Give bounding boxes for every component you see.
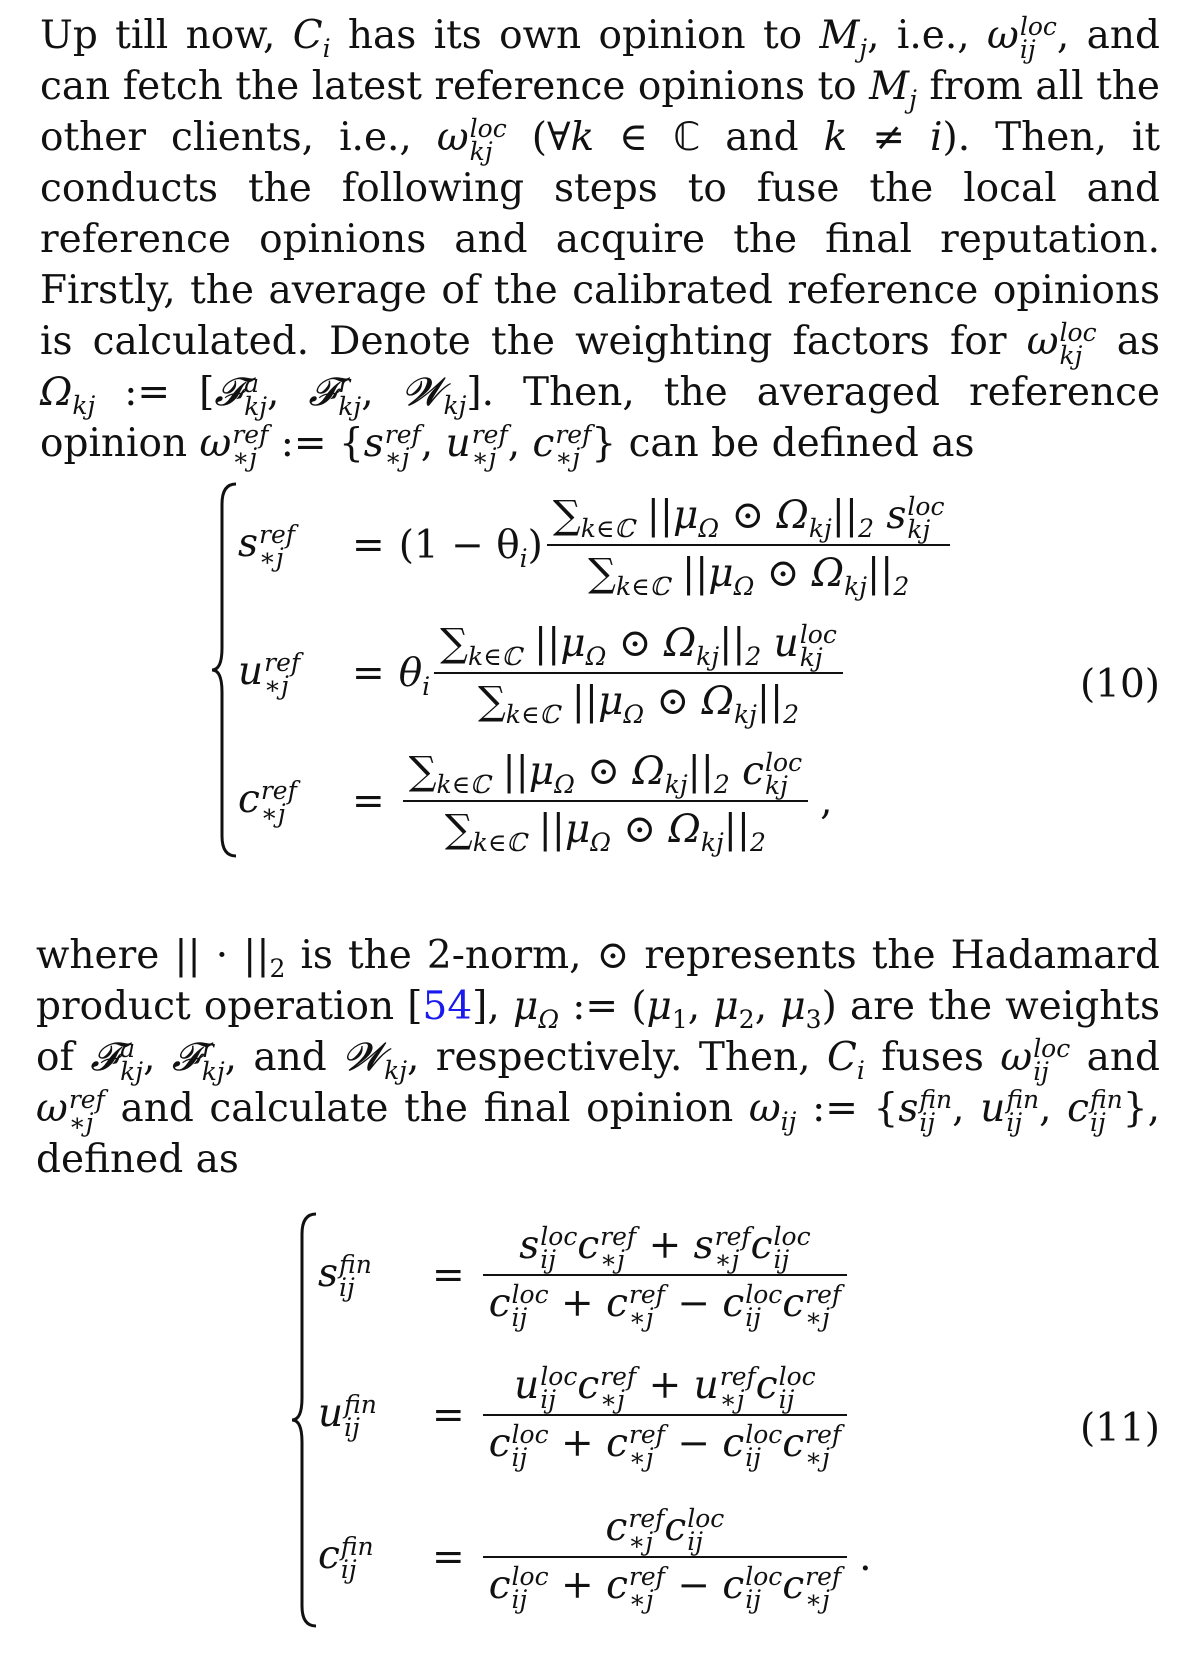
- math-F-r-kj: 𝓕 r kj: [171, 1034, 225, 1086]
- equation-10-row-s: s ref ∗j = $(1 - \theta_i)$ $\sum_{k\in ℂ}$ $||\mu_\Omega$ ⊙ $\Omega_{kj}||_2$ s loc kj $\sum_{k\in ℂ}$ $||\mu_\Omega$ ⊙ $\Omega_{kj}||_2$: [238, 480, 954, 610]
- coefficient-theta: $\theta_i$: [398, 650, 431, 701]
- denominator: c loc ij + c ref ∗j − c loc ij c ref ∗j: [488, 1562, 842, 1614]
- math-Mj: $M_j$: [819, 13, 868, 63]
- math-k-neq-i: k ≠ i: [823, 115, 943, 160]
- citation-link[interactable]: 54: [422, 984, 473, 1029]
- coefficient-one-minus-theta: $(1 - \theta_i)$: [398, 522, 543, 573]
- numerator: $\sum_{k\in ℂ}$ $||\mu_\Omega$ ⊙ $\Omega_{kj}||_2$ u loc kj: [440, 620, 837, 672]
- math-omega-kj-loc: ω loc kj: [436, 114, 507, 166]
- math-omega-ij-loc: ω loc ij: [987, 12, 1057, 64]
- math-W-kj: 𝓦$_{kj}$: [343, 1035, 407, 1085]
- math-omega-ij-loc: ω loc ij: [1000, 1034, 1071, 1086]
- lhs-u-fin: u fin ij: [318, 1390, 377, 1442]
- math-Mj: $M_j$: [869, 64, 917, 114]
- numerator: $\sum_{k\in ℂ}$ $||\mu_\Omega$ ⊙ $\Omega_{kj}||_2$ s loc kj: [552, 492, 945, 544]
- left-brace-icon: [210, 480, 240, 860]
- math-mu-omega-def: $\mu_\Omega$ := ($\mu_1$, $\mu_2$, $\mu_3$): [512, 984, 837, 1034]
- paragraph-intro: Up till now, $C_i$ has its own opinion to $M_j$, i.e., ω loc ij , and can fetch the latest reference opinions to $M_j$ from all the other clients, i.e., ω loc kj (∀k ∈ ℂ and k ≠ i). Then, it conducts the following steps to fuse the local and reference opinions and acquire the final reputation. Firstly, the average of the calibrated reference opinions is calculated. Denote the weighting factors for ω loc kj as $\Omega_{kj}$ := [𝓕 a kj , 𝓕 r kj , 𝓦$_{kj}$]. Then, the averaged reference opinion ω ref ∗j := {s ref ∗j , u ref ∗j , c ref ∗j } can be defined as: [40, 12, 1161, 472]
- numerator: c ref ∗j c loc ij: [605, 1504, 725, 1556]
- equation-11: [290, 1210, 1170, 1650]
- equation-11-row-c: c fin ij = c ref ∗j c loc ij c loc ij + c ref ∗j − c loc ij c ref ∗j .: [318, 1492, 872, 1622]
- lhs-u-ref: u ref ∗j: [238, 648, 301, 700]
- equation-10-row-u: u ref ∗j = $\theta_i$ $\sum_{k\in ℂ}$ $||\mu_\Omega$ ⊙ $\Omega_{kj}||_2$ u loc kj $\sum_{k\in ℂ}$ $||\mu_\Omega$ ⊙ $\Omega_{kj}||_2$: [238, 608, 847, 738]
- denominator: $\sum_{k\in ℂ}$ $||\mu_\Omega$ ⊙ $\Omega_{kj}||_2$: [477, 679, 800, 729]
- equation-10: [210, 480, 1170, 890]
- fraction-c-ref: [403, 744, 808, 858]
- paragraph-fusion: where || · $||_2$ is the 2-norm, ⊙ represents the Hadamard product operation [54], $\mu_\Omega$ := ($\mu_1$, $\mu_2$, $\mu_3$) are the weights of 𝓕 a kj , 𝓕 r kj , and 𝓦$_{kj}$, respectively. Then, $C_i$ fuses ω loc ij and ω ref ∗j and calculate the final opinion $\omega_{ij}$ := {s fin ij , u fin ij , c fin ij }, defined as: [36, 933, 1161, 1182]
- lhs-c-fin: c fin ij: [318, 1532, 374, 1584]
- denominator: $\sum_{k\in ℂ}$ $||\mu_\Omega$ ⊙ $\Omega_{kj}||_2$: [588, 551, 910, 601]
- denominator: c loc ij + c ref ∗j − c loc ij c ref ∗j: [488, 1280, 842, 1332]
- fraction-c-fin: [483, 1500, 847, 1614]
- equation-11-row-u: u fin ij = u loc ij c ref ∗j + u ref ∗j c loc ij c loc ij + c ref ∗j − c loc ij c ref ∗j: [318, 1350, 851, 1480]
- math-Omega-kj-def: $\Omega_{kj}$ := [𝓕 a kj , 𝓕 r kj , 𝓦$_{kj}$]: [40, 369, 482, 421]
- math-omega-kj-loc: ω loc kj: [1026, 318, 1097, 370]
- math-forall-k: ∀k ∈ ℂ: [546, 115, 701, 160]
- equation-11-row-s: s fin ij = s loc ij c ref ∗j + s ref ∗j c loc ij c loc ij + c ref ∗j − c loc ij c ref ∗j: [318, 1210, 851, 1340]
- numerator: $\sum_{k\in ℂ}$ $||\mu_\Omega$ ⊙ $\Omega_{kj}||_2$ c loc kj: [408, 748, 803, 800]
- math-F-a-kj: 𝓕 a kj: [90, 1034, 144, 1086]
- denominator: c loc ij + c ref ∗j − c loc ij c ref ∗j: [488, 1420, 842, 1472]
- fraction-s-ref: [547, 488, 951, 602]
- equation-number-10: (10): [1079, 662, 1160, 707]
- numerator: s loc ij c ref ∗j + s ref ∗j c loc ij: [519, 1222, 811, 1274]
- equation-number-11: (11): [1079, 1406, 1160, 1451]
- math-omega-ref-def: ω ref ∗j := {s ref ∗j , u ref ∗j , c ref ∗j }: [199, 420, 617, 472]
- math-omega-ref: ω ref ∗j: [36, 1085, 105, 1137]
- left-brace-icon: [290, 1210, 320, 1630]
- fraction-u-ref: [434, 616, 843, 730]
- lhs-s-fin: s fin ij: [318, 1250, 372, 1302]
- fraction-s-fin: [483, 1218, 847, 1332]
- math-omega-ij-fin-def: $\omega_{ij}$ := {s fin ij , u fin ij , c fin ij }: [748, 1085, 1148, 1137]
- denominator: $\sum_{k\in ℂ}$ $||\mu_\Omega$ ⊙ $\Omega_{kj}||_2$: [444, 807, 766, 857]
- lhs-s-ref: s ref ∗j: [238, 520, 296, 572]
- fraction-u-fin: [483, 1358, 847, 1472]
- math-Ci: $C_i$: [827, 1035, 865, 1085]
- math-Ci: $C_i$: [292, 13, 331, 63]
- lhs-c-ref: c ref ∗j: [238, 776, 297, 828]
- equation-10-row-c: c ref ∗j = $\sum_{k\in ℂ}$ $||\mu_\Omega$ ⊙ $\Omega_{kj}||_2$ c loc kj $\sum_{k\in ℂ}$ $||\mu_\Omega$ ⊙ $\Omega_{kj}||_2$ ,: [238, 736, 833, 866]
- numerator: u loc ij c ref ∗j + u ref ∗j c loc ij: [514, 1362, 816, 1414]
